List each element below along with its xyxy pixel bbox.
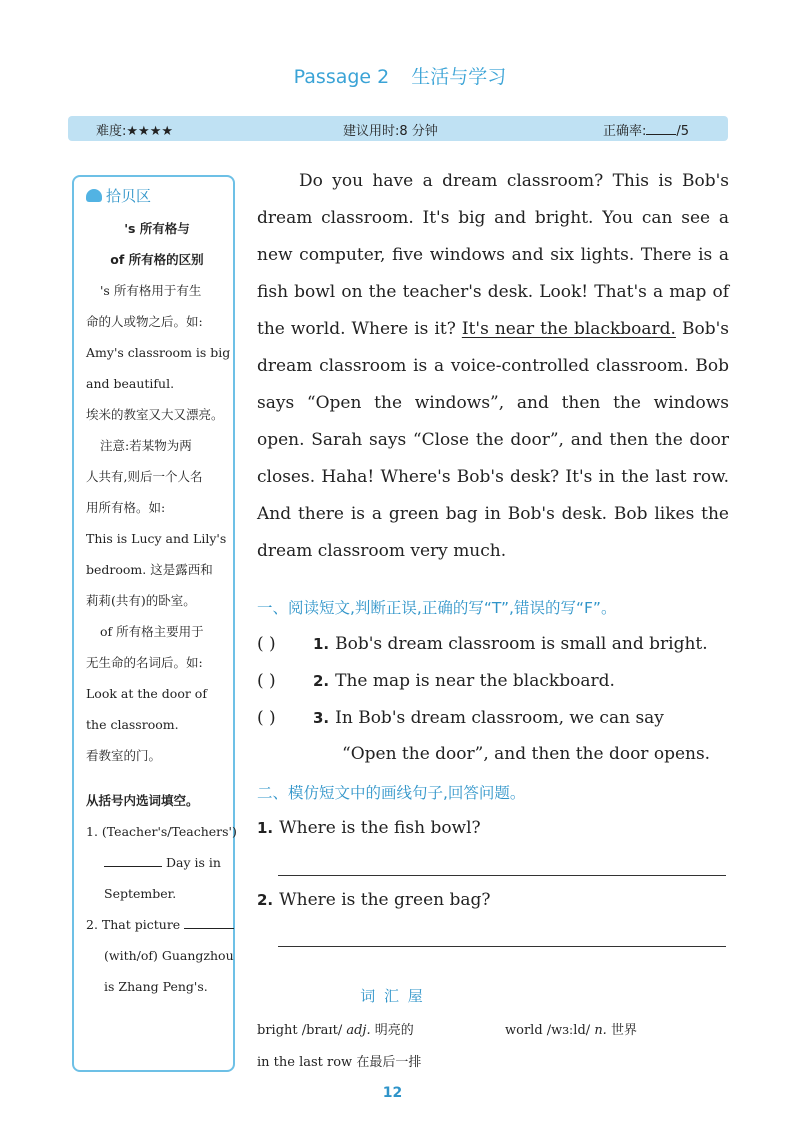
question-number: 3.: [313, 709, 330, 727]
imitation-question-1: [257, 818, 729, 838]
vocab-pos: adj.: [346, 1023, 371, 1038]
vocab-word: world: [505, 1023, 543, 1038]
answer-paren[interactable]: ( ): [257, 708, 276, 728]
question-text: Where is the fish bowl?: [279, 818, 481, 838]
shell-icon: [86, 189, 102, 202]
vocab-word: in the last row: [257, 1055, 353, 1070]
ex2-blank[interactable]: [184, 916, 234, 929]
question-text: Bob's dream classroom is small and bright.: [335, 634, 708, 654]
underlined-sentence: It's near the blackboard.: [461, 319, 676, 339]
vocab-entry-bright: [257, 1019, 414, 1038]
sidebar-exercise-title: 从括号内选词填空。: [86, 793, 199, 808]
question-number: 2.: [313, 672, 330, 690]
sidebar-exercise-2-end: is Zhang Peng's.: [104, 979, 208, 994]
vocab-entry-last-row: [257, 1051, 421, 1070]
passage-text-2: Bob's dream classroom is a voice-controlled classroom. Bob says “Open the windows”, and then the windows open. Sarah says “Close the door”, and then the door closes. Haha! Where's Bob's desk? It's in the last row. And there is a green bag in Bob's desk. Bob likes the dream classroom very much.: [257, 319, 729, 561]
sidebar-line: 看教室的门。: [86, 748, 162, 763]
sidebar-line: 命的人或物之后。如:: [86, 314, 203, 329]
tf-question-3-cont: “Open the door”, and then the door opens.: [342, 744, 711, 764]
sidebar-exercise-2: [86, 909, 228, 940]
sidebar-exercise-1: [86, 816, 237, 847]
sidebar-tips: [72, 175, 235, 1072]
answer-paren[interactable]: ( ): [257, 671, 276, 691]
sidebar-line: 莉莉(共有)的卧室。: [86, 593, 196, 608]
sidebar-line: This is Lucy and Lily's: [86, 531, 227, 546]
vocabulary-title: 词 汇 屋: [360, 987, 425, 1005]
sidebar-exercise-1-end: September.: [104, 886, 177, 901]
vocab-meaning: 世界: [610, 1023, 637, 1038]
difficulty-label: 难度:: [96, 124, 127, 139]
passage-paragraph: [257, 163, 729, 570]
section1-heading: 一、阅读短文,判断正误,正确的写“T”,错误的写“F”。: [257, 599, 617, 617]
passage-topic: 生活与学习: [411, 66, 507, 88]
question-text: In Bob's dream classroom, we can say: [335, 708, 664, 728]
answer-line-1[interactable]: [278, 875, 726, 876]
imitation-question-2: [257, 890, 729, 910]
sidebar-exercise-2-cont: (with/of) Guangzhou: [104, 948, 234, 963]
sidebar-line: 无生命的名词后。如:: [86, 655, 203, 670]
ex1-rest: Day is in: [165, 855, 221, 870]
sidebar-line: 人共有,则后一个人名: [86, 469, 203, 484]
vocab-word: bright: [257, 1023, 298, 1038]
vocab-phonetic: /wɜːld/: [546, 1023, 591, 1038]
sidebar-line: Amy's classroom is big: [86, 345, 231, 360]
page-title: [0, 62, 800, 89]
accuracy-label: 正确率:: [603, 124, 647, 139]
sidebar-line: the classroom.: [86, 717, 179, 732]
question-number: 1.: [313, 635, 330, 653]
section2-heading: 二、模仿短文中的画线句子,回答问题。: [257, 784, 526, 802]
sidebar-line: and beautiful.: [86, 376, 175, 391]
passage-label: Passage 2: [293, 66, 390, 88]
answer-paren[interactable]: ( ): [257, 634, 276, 654]
info-bar: [68, 116, 728, 141]
vocab-meaning: 在最后一排: [356, 1055, 422, 1070]
sidebar-line: 埃米的教室又大又漂亮。: [86, 407, 224, 422]
vocab-phonetic: /braɪt/: [301, 1023, 343, 1038]
accuracy-total: /5: [676, 124, 690, 139]
sidebar-line: 注意:若某物为两: [100, 438, 192, 453]
sidebar-exercise-1-cont: [86, 847, 228, 878]
vocab-entry-world: [505, 1019, 637, 1038]
reading-passage: [257, 163, 729, 570]
sidebar-line: of 所有格主要用于: [100, 624, 204, 639]
tf-question-1: [257, 634, 729, 654]
answer-line-2[interactable]: [278, 946, 726, 947]
ex1-number: 1.: [86, 824, 98, 839]
difficulty: [96, 120, 173, 139]
passage-text-1: Do you have a dream classroom? This is Bob's dream classroom. It's big and bright. You can see a new computer, five windows and six lights. There is a fish bowl on the teacher's desk. Look! That's a map of the world. Where is it?: [257, 171, 729, 339]
sidebar-topic-2: of 所有格的区别: [110, 252, 204, 267]
vocab-meaning: 明亮的: [374, 1023, 414, 1038]
sidebar-heading: [86, 185, 151, 206]
vocab-pos: n.: [594, 1023, 607, 1038]
ex2-number: 2.: [86, 917, 98, 932]
sidebar-line: 用所有格。如:: [86, 500, 166, 515]
question-text: Where is the green bag?: [279, 890, 491, 910]
sidebar-content: [86, 213, 237, 1002]
ex1-options: (Teacher's/Teachers'): [101, 824, 237, 839]
sidebar-line: Look at the door of: [86, 686, 207, 701]
question-text: The map is near the blackboard.: [335, 671, 615, 691]
time-suggestion: 建议用时:8 分钟: [343, 124, 438, 139]
tf-question-3: [257, 708, 729, 728]
ex1-blank[interactable]: [104, 854, 162, 867]
question-number: 2.: [257, 891, 274, 909]
sidebar-heading-text: 拾贝区: [106, 187, 152, 205]
question-number: 1.: [257, 819, 274, 837]
page-number: 12: [382, 1085, 403, 1101]
sidebar-line: 's 所有格用于有生: [100, 283, 202, 298]
ex2-start: That picture: [101, 917, 181, 932]
sidebar-line: bedroom. 这是露西和: [86, 562, 213, 577]
tf-question-2: [257, 671, 729, 691]
accuracy: [603, 120, 689, 139]
sidebar-topic-1: 's 所有格与: [124, 221, 190, 236]
difficulty-stars: ★★★★: [126, 124, 174, 139]
accuracy-blank[interactable]: [646, 122, 676, 135]
